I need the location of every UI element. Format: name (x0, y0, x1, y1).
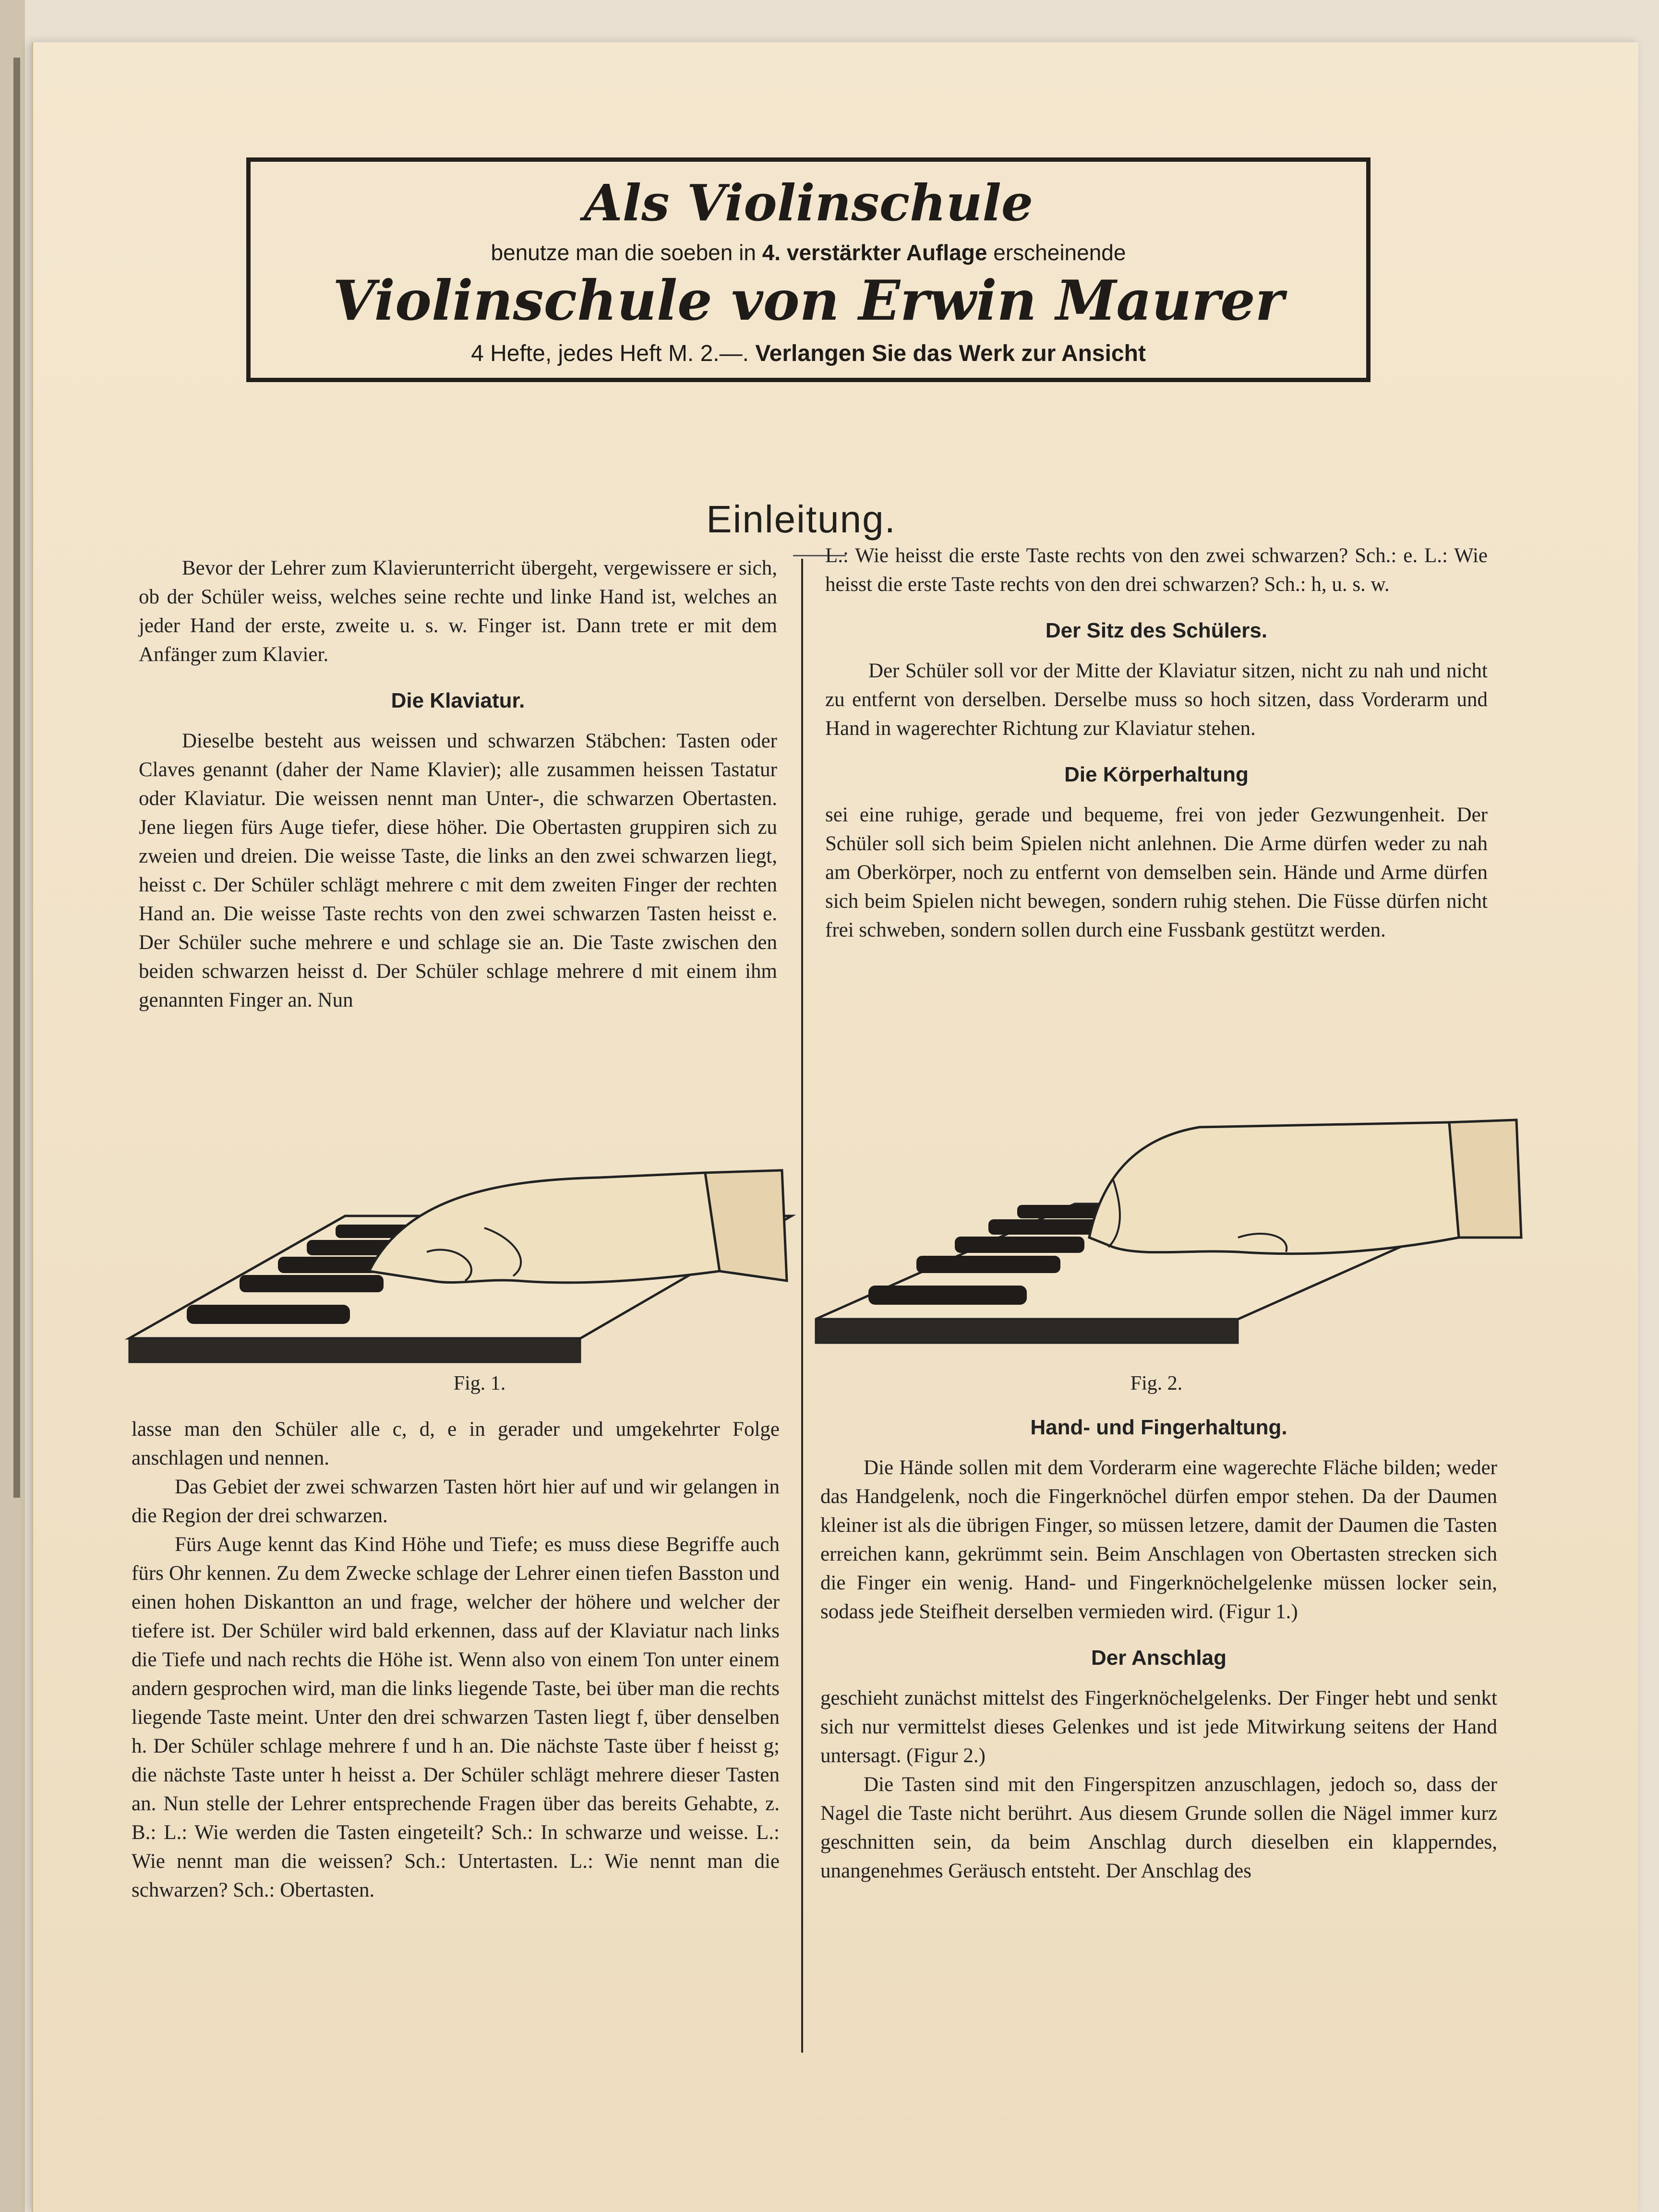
ad-product-title: Violinschule von Erwin Maurer (333, 268, 1284, 333)
paragraph-2: lasse man den Schüler alle c, d, e in gerader und umgekehrter Folge anschlagen und nennen. (132, 1418, 780, 1469)
right-column-top (825, 541, 1488, 945)
left-column-top (139, 554, 777, 1015)
page-title: Einleitung. (706, 498, 896, 541)
left-column-bottom (132, 1415, 780, 1905)
section-heading-anschlag: Der Anschlag (1091, 1646, 1226, 1670)
figure-2-hand-on-keys (806, 1094, 1536, 1372)
section-heading-koerperhaltung: Die Körperhaltung (1064, 763, 1249, 786)
paragraph-3: Das Gebiet der zwei schwarzen Tasten hört hier auf und wir gelangen in die Region der drei schwarzen. (132, 1476, 780, 1527)
anschlag-paragraph-2: Die Tasten sind mit den Fingerspitzen anzuschlagen, jedoch so, dass der Nagel die Taste nicht berührt. Aus diesem Grunde sollen die Nägel immer kurz geschnitten sein, da beim Anschlag durch dieselben ein klapperndes, unangenehmes Geräusch entsteht. Der Anschlag des (820, 1773, 1497, 1882)
figure-2-caption: Fig. 2. (1130, 1372, 1183, 1395)
paragraph-4: Fürs Auge kennt das Kind Höhe und Tiefe; es muss diese Begriffe auch fürs Ohr kennen. Zu dem Zwecke schlage der Lehrer einen tiefen Basston und einen hohen Diskantton an und frage, welcher der höhere und welcher der tiefere ist. Der Schüler wird bald erkennen, dass auf der Klaviatur nach links die Tiefe und nach rechts die Höhe ist. Wenn also von einem Ton unter einem andern gesprochen wird, man die links liegende Taste, bei über man die rechts liegende Taste meint. Unter den drei schwarzen Tasten liegt f, über denselben h. Der Schüler schlage mehrere f und h an. Die nächste Taste über f heisst g; die nächste Taste unter h heisst a. Der Schüler schlägt mehrere dieser Tasten an. Nun stelle der Lehrer entsprechende Fragen über das bereits Gehabte, z. B.: L.: Wie werden die Tasten eingeteilt? Sch.: In schwarze und weisse. L.: Wie nennt man die weissen? Sch.: Untertasten. L.: Wie nennt man die schwarzen? Sch.: Obertasten. (132, 1533, 780, 1901)
figure-1-caption: Fig. 1. (453, 1372, 506, 1395)
adjacent-page-edge (0, 0, 25, 2212)
right-column-bottom (820, 1396, 1497, 1886)
ad-subtitle: benutze man die soeben in 4. verstärkter Auflage erscheinende (491, 240, 1126, 265)
advertisement-box (246, 157, 1370, 382)
section-heading-klaviatur: Die Klaviatur. (391, 689, 525, 712)
figure-1-hand-on-keys (120, 1122, 820, 1372)
right-intro: L.: Wie heisst die erste Taste rechts von den zwei schwarzen? Sch.: e. L.: Wie heisst die erste Taste rechts von den drei schwarzen? Sch.: h, u. s. w. (825, 544, 1488, 596)
klaviatur-paragraph: Dieselbe besteht aus weissen und schwarzen Stäbchen: Tasten oder Claves genannt (daher der Name Klavier); alle zusammen heissen Tastatur oder Klaviatur. Die weissen nennt man Unter-, die schwarzen Obertasten. Jene liegen fürs Auge tiefer, diese höher. Die Obertasten gruppiren sich zu zweien und dreien. Die weisse Taste, die links an den zwei schwarzen liegt, heisst c. Der Schüler schlägt mehrere c mit dem zweiten Finger der rechten Hand an. Die weisse Taste rechts von den zwei schwarzen Tasten heisst e. Der Schüler suche mehrere e und schlage sie an. Die Taste zwischen den beiden schwarzen heisst d. Der Schüler schlage mehrere d mit einem ihm genannten Finger an. Nun (139, 730, 777, 1011)
koerperhaltung-paragraph: sei eine ruhige, gerade und bequeme, frei von jeder Gezwungenheit. Der Schüler soll sich beim Spielen nicht anlehnen. Die Arme dürfen weder zu nah am Oberkörper, noch zu entfernt von demselben sein. Hände und Arme dürfen sich beim Spielen nicht bewegen, sondern ruhig stehen. Die Füsse dürfen nicht frei schweben, sondern sollen durch eine Fussbank gestützt werden. (825, 804, 1488, 941)
section-heading-handhaltung: Hand- und Fingerhaltung. (1030, 1416, 1287, 1439)
sitz-paragraph: Der Schüler soll vor der Mitte der Klaviatur sitzen, nicht zu nah und nicht zu entfernt von derselben. Derselbe muss so hoch sitzen, dass Vorderarm und Hand in wagerechter Richtung zur Klaviatur stehen. (825, 660, 1488, 740)
section-heading-sitz: Der Sitz des Schülers. (1045, 619, 1268, 642)
anschlag-paragraph: geschieht zunächst mittelst des Fingerknöchelgelenks. Der Finger hebt und senkt sich nur vermittelst dieses Gelenkes und ist jede Mitwirkung seitens der Hand untersagt. (Figur 2.) (820, 1687, 1497, 1767)
book-page (32, 42, 1638, 2212)
ad-footer: 4 Hefte, jedes Heft M. 2.—. Verlangen Sie das Werk zur Ansicht (471, 341, 1146, 366)
intro-paragraph: Bevor der Lehrer zum Klavierunterricht übergeht, vergewissere er sich, ob der Schüler weiss, welches seine rechte und linke Hand ist, welches an jeder Hand der erste, zweite u. s. w. Finger ist. Dann trete er mit dem Anfänger zum Klavier. (139, 557, 777, 666)
adjacent-page-binding (13, 58, 20, 1498)
ad-title: Als Violinschule (583, 173, 1034, 232)
handhaltung-paragraph: Die Hände sollen mit dem Vorderarm eine wagerechte Fläche bilden; weder das Handgelenk, noch die Fingerknöchel dürfen empor stehen. Da der Daumen kleiner ist als die übrigen Finger, so müssen letzere, damit der Daumen die Tasten erreichen kann, gekrümmt sein. Beim Anschlagen von Obertasten strecken sich die Finger ein wenig. Hand- und Fingerknöchelgelenke müssen locker sein, sodass jede Steifheit derselben vermieden wird. (Figur 1.) (820, 1456, 1497, 1623)
